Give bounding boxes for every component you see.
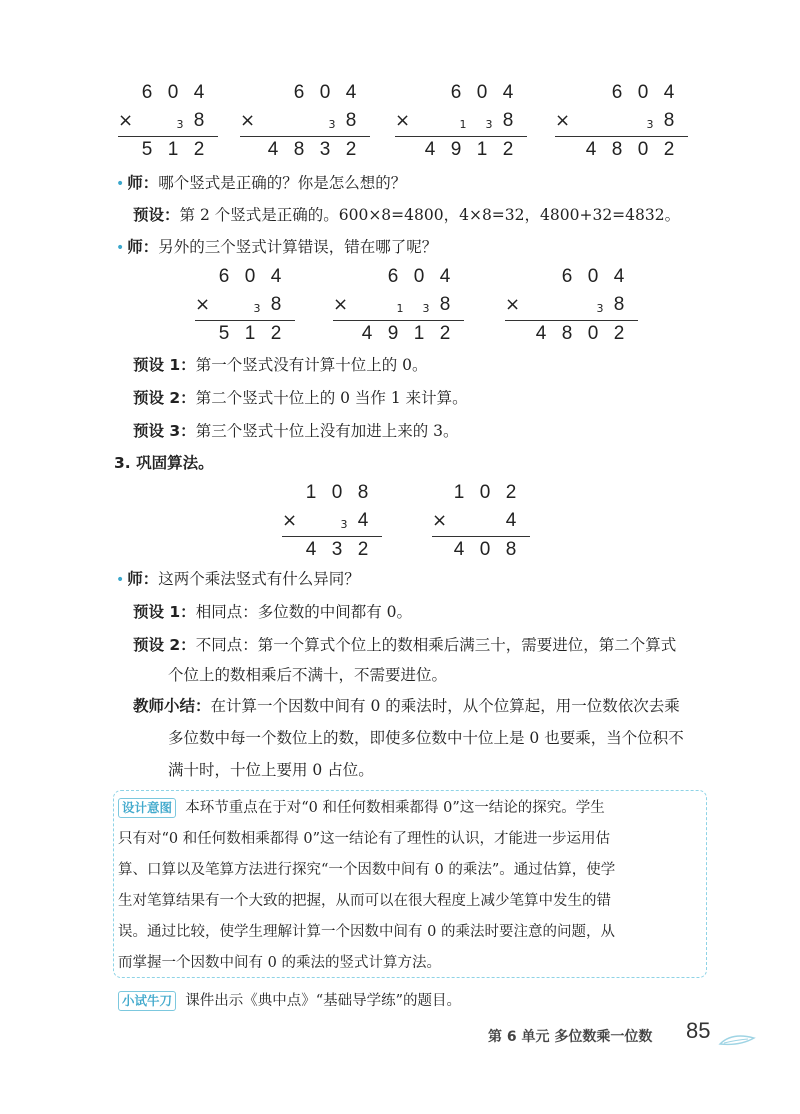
multiplicand-digit: 0 [476, 82, 488, 103]
product-digit: 2 [357, 539, 369, 560]
design-intent-line-6: 而掌握一个因数中间有 0 的乘法的竖式计算方法。 [118, 955, 441, 971]
product-digit: 0 [587, 323, 599, 344]
times-sign: × [333, 294, 349, 315]
product-digit: 2 [663, 139, 675, 160]
product-digit: 9 [450, 139, 462, 160]
teacher-summary: 教师小结：在计算一个因数中间有 0 的乘法时，从个位算起，用一位数依次去乘 [133, 697, 680, 715]
multiplier-digit: 8 [663, 110, 675, 131]
vertical-multiplication [240, 80, 370, 160]
preset-similarity: 预设 1：相同点：多位数的中间都有 0。 [133, 603, 412, 621]
multiplicand-digit: 8 [357, 482, 369, 503]
multiplicand-digit: 4 [439, 266, 451, 287]
teacher-summary-3: 满十时，十位上要用 0 占位。 [168, 761, 374, 779]
product-digit: 4 [535, 323, 547, 344]
product-digit: 4 [585, 139, 597, 160]
multiplicand-digit: 4 [345, 82, 357, 103]
multiplicand-digit: 2 [505, 482, 517, 503]
times-sign: × [118, 110, 134, 131]
product-digit: 0 [637, 139, 649, 160]
multiplicand-digit: 0 [479, 482, 491, 503]
bullet-icon: • [116, 176, 125, 192]
product-digit: 1 [167, 139, 179, 160]
product-digit: 9 [387, 323, 399, 344]
multiplicand-digit: 6 [387, 266, 399, 287]
trial-line: 小试牛刀 课件出示《典中点》“基础导学练”的题目。 [118, 990, 461, 1012]
preset-2: 预设 2：第二个竖式十位上的 0 当作 1 来计算。 [133, 389, 468, 407]
product-digit: 2 [613, 323, 625, 344]
product-digit: 2 [270, 323, 282, 344]
product-digit: 2 [502, 139, 514, 160]
vertical-multiplication [555, 80, 688, 160]
multiplicand-digit: 4 [270, 266, 282, 287]
bullet-icon: • [116, 572, 125, 588]
product-digit: 1 [476, 139, 488, 160]
multiplicand-digit: 0 [167, 82, 179, 103]
design-intent-line-5: 误。通过比较，使学生理解计算一个因数中间有 0 的乘法时要注意的问题，从 [118, 924, 615, 940]
teacher-question-3: • 师：这两个乘法竖式有什么异同？ [116, 570, 360, 588]
preset-1: 预设 1：第一个竖式没有计算十位上的 0。 [133, 356, 428, 374]
design-intent-line-3: 算、口算以及笔算方法进行探究“一个因数中间有 0 的乘法”。通过估算，使学 [118, 862, 616, 878]
vertical-multiplication [282, 480, 382, 560]
product-digit: 5 [218, 323, 230, 344]
section-heading: 3. 巩固算法。 [114, 454, 214, 472]
trial-tag: 小试牛刀 [118, 991, 176, 1011]
carry-digit: 3 [328, 118, 336, 131]
multiplicand-digit: 4 [193, 82, 205, 103]
preset-answer-1: 预设：第 2 个竖式是正确的。600×8=4800，4×8=32，4800+32=4832。 [133, 206, 681, 224]
multiplicand-digit: 4 [502, 82, 514, 103]
design-intent-tag: 设计意图 [118, 798, 176, 818]
bullet-icon: • [116, 240, 125, 256]
footer-unit: 第 6 单元 多位数乘一位数 [488, 1029, 653, 1045]
vertical-multiplication [118, 80, 218, 160]
teacher-question-2: • 师：另外的三个竖式计算错误，错在哪了呢？ [116, 238, 438, 256]
product-digit: 3 [331, 539, 343, 560]
vertical-multiplication [395, 80, 527, 160]
carry-digit: 1 [459, 118, 467, 131]
multiplier-digit: 8 [270, 294, 282, 315]
times-sign: × [282, 510, 298, 531]
product-digit: 4 [305, 539, 317, 560]
multiplier-digit: 8 [439, 294, 451, 315]
product-digit: 4 [424, 139, 436, 160]
multiplier-digit: 8 [613, 294, 625, 315]
carry-digit: 3 [646, 118, 654, 131]
multiplicand-digit: 0 [244, 266, 256, 287]
product-digit: 2 [439, 323, 451, 344]
carry-digit: 3 [340, 518, 348, 531]
preset-3: 预设 3：第三个竖式十位上没有加进上来的 3。 [133, 422, 459, 440]
multiplicand-digit: 4 [663, 82, 675, 103]
multiplicand-digit: 0 [319, 82, 331, 103]
carry-digit: 3 [176, 118, 184, 131]
vertical-multiplication [505, 264, 638, 344]
vertical-multiplication [432, 480, 530, 560]
multiplicand-digit: 0 [413, 266, 425, 287]
multiplicand-digit: 0 [587, 266, 599, 287]
teacher-summary-2: 多位数中每一个数位上的数，即使多位数中十位上是 0 也要乘，当个位积不 [168, 729, 684, 747]
multiplicand-digit: 6 [141, 82, 153, 103]
teacher-question-1: • 师：哪个竖式是正确的？你是怎么想的？ [116, 174, 407, 192]
vertical-multiplication [195, 264, 295, 344]
multiplicand-digit: 6 [450, 82, 462, 103]
carry-digit: 1 [396, 302, 404, 315]
multiplicand-digit: 4 [613, 266, 625, 287]
product-digit: 4 [453, 539, 465, 560]
product-digit: 8 [505, 539, 517, 560]
multiplier-digit: 8 [502, 110, 514, 131]
design-intent-line-2: 只有对“0 和任何数相乘都得 0”这一结论有了理性的认识，才能进一步运用估 [118, 831, 610, 847]
times-sign: × [195, 294, 211, 315]
carry-digit: 3 [422, 302, 430, 315]
times-sign: × [505, 294, 521, 315]
carry-digit: 3 [596, 302, 604, 315]
times-sign: × [240, 110, 256, 131]
product-digit: 5 [141, 139, 153, 160]
multiplier-digit: 4 [505, 510, 517, 531]
multiplicand-digit: 6 [611, 82, 623, 103]
preset-difference-cont: 个位上的数相乘后不满十，不需要进位。 [168, 666, 448, 684]
product-digit: 8 [561, 323, 573, 344]
product-digit: 1 [413, 323, 425, 344]
design-intent-line-1: 设计意图 本环节重点在于对“0 和任何数相乘都得 0”这一结论的探究。学生 [118, 797, 605, 819]
carry-digit: 3 [485, 118, 493, 131]
multiplicand-digit: 0 [331, 482, 343, 503]
multiplicand-digit: 1 [453, 482, 465, 503]
leaf-decoration-icon [718, 1030, 758, 1050]
product-digit: 2 [193, 139, 205, 160]
design-intent-line-4: 生对笔算结果有一个大致的把握，从而可以在很大程度上减少笔算中发生的错 [118, 893, 611, 909]
times-sign: × [555, 110, 571, 131]
multiplier-digit: 8 [193, 110, 205, 131]
multiplicand-digit: 6 [293, 82, 305, 103]
multiplicand-digit: 6 [218, 266, 230, 287]
product-digit: 4 [267, 139, 279, 160]
times-sign: × [432, 510, 448, 531]
preset-difference: 预设 2：不同点：第一个算式个位上的数相乘后满三十，需要进位，第二个算式 [133, 636, 677, 654]
multiplicand-digit: 0 [637, 82, 649, 103]
times-sign: × [395, 110, 411, 131]
product-digit: 2 [345, 139, 357, 160]
product-digit: 4 [361, 323, 373, 344]
vertical-multiplication [333, 264, 464, 344]
product-digit: 1 [244, 323, 256, 344]
product-digit: 8 [611, 139, 623, 160]
multiplier-digit: 8 [345, 110, 357, 131]
product-digit: 3 [319, 139, 331, 160]
multiplicand-digit: 6 [561, 266, 573, 287]
carry-digit: 3 [253, 302, 261, 315]
product-digit: 0 [479, 539, 491, 560]
multiplicand-digit: 1 [305, 482, 317, 503]
page-number: 85 [686, 1018, 711, 1043]
product-digit: 8 [293, 139, 305, 160]
multiplier-digit: 4 [357, 510, 369, 531]
